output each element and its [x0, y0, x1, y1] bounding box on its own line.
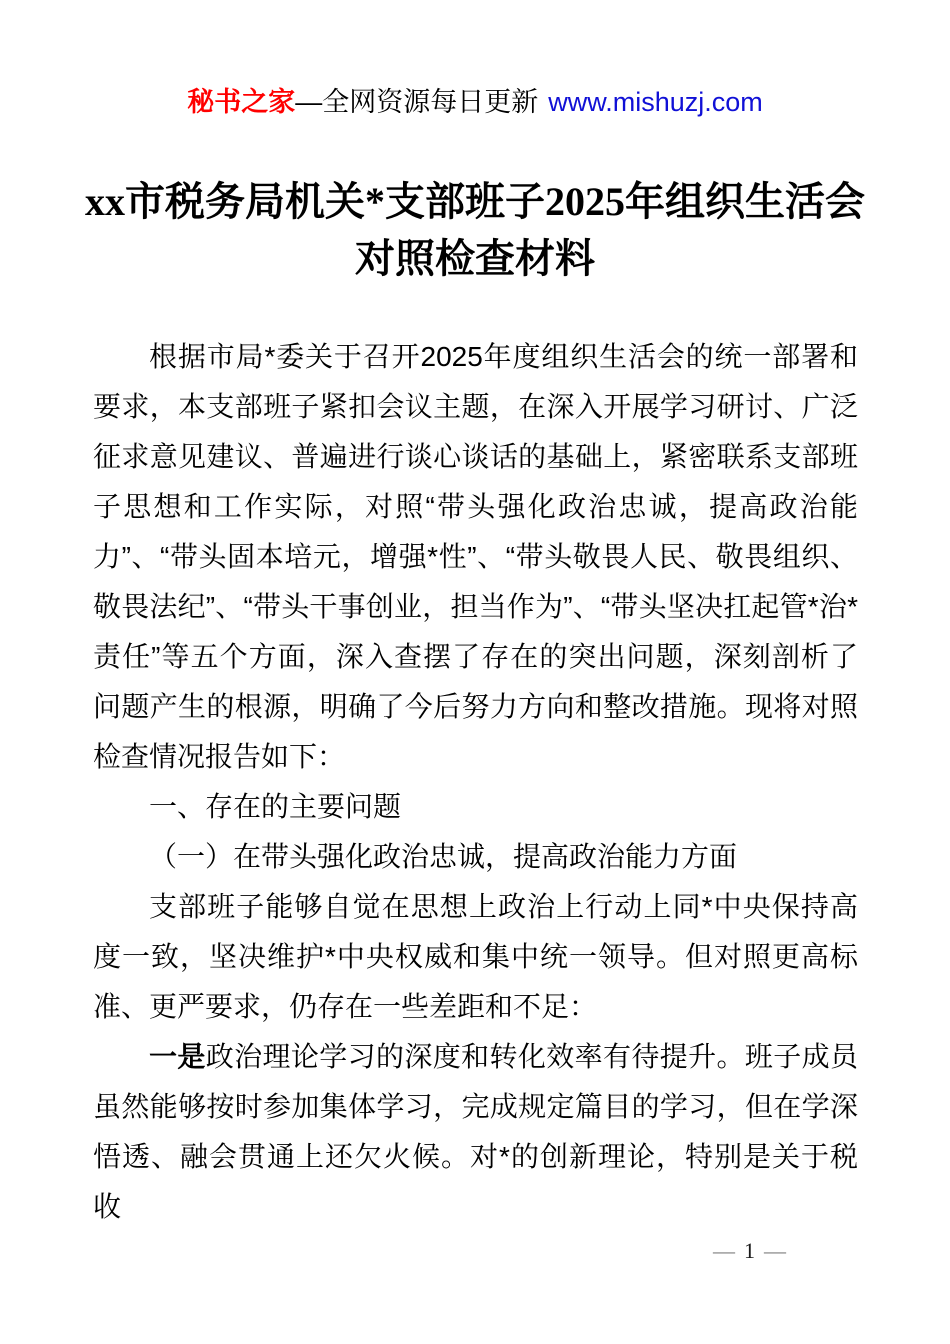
paragraph-overview: 支部班子能够自觉在思想上政治上行动上同*中央保持高度一致，坚决维护*中央权威和集中统一领导。但对照更高标准、更严要求，仍存在一些差距和不足：	[93, 891, 858, 1022]
paragraph-intro: 根据市局*委关于召开2025年度组织生活会的统一部署和要求，本支部班子紧扣会议主题，在深入开展学习研讨、广泛征求意见建议、普遍进行谈心谈话的基础上，紧密联系支部班子思想和工作实际，对照“带头强化政治忠诚，提高政治能力”、“带头固本培元，增强*性”、“带头敬畏人民、敬畏组织、敬畏法纪”、“带头干事创业，担当作为”、“带头坚决扛起管*治*责任”等五个方面，深入查摆了存在的突出问题，深刻剖析了问题产生的根源，明确了今后努力方向和整改措施。现将对照检查情况报告如下：	[93, 341, 858, 772]
site-tagline: —全网资源每日更新	[295, 87, 539, 117]
page-number-dash-left: —	[713, 1238, 735, 1263]
paragraph-point1-text: 政治理论学习的深度和转化效率有待提升。班子成员虽然能够按时参加集体学习，完成规定篇目的学习，但在学深悟透、融会贯通上还欠火候。对*的创新理论，特别是关于税收	[93, 1041, 858, 1222]
document-title-line2: 对照检查材料	[355, 236, 595, 281]
site-url: www.mishuzj.com	[548, 87, 763, 117]
document-title-line1: xx市税务局机关*支部班子2025年组织生活会	[85, 179, 865, 224]
document-title	[60, 173, 890, 287]
section-heading: 一、存在的主要问题	[149, 791, 402, 822]
site-banner	[0, 82, 950, 122]
page-number-dash-right: —	[764, 1238, 786, 1263]
document-body	[93, 332, 858, 1232]
page-number	[704, 1236, 795, 1266]
paragraph-point1	[93, 1032, 858, 1232]
page-number-value: 1	[744, 1238, 755, 1263]
site-brand: 秘书之家	[187, 87, 296, 117]
subsection-heading: （一）在带头强化政治忠诚，提高政治能力方面	[149, 841, 738, 872]
paragraph-point1-lead: 一是	[149, 1041, 206, 1072]
